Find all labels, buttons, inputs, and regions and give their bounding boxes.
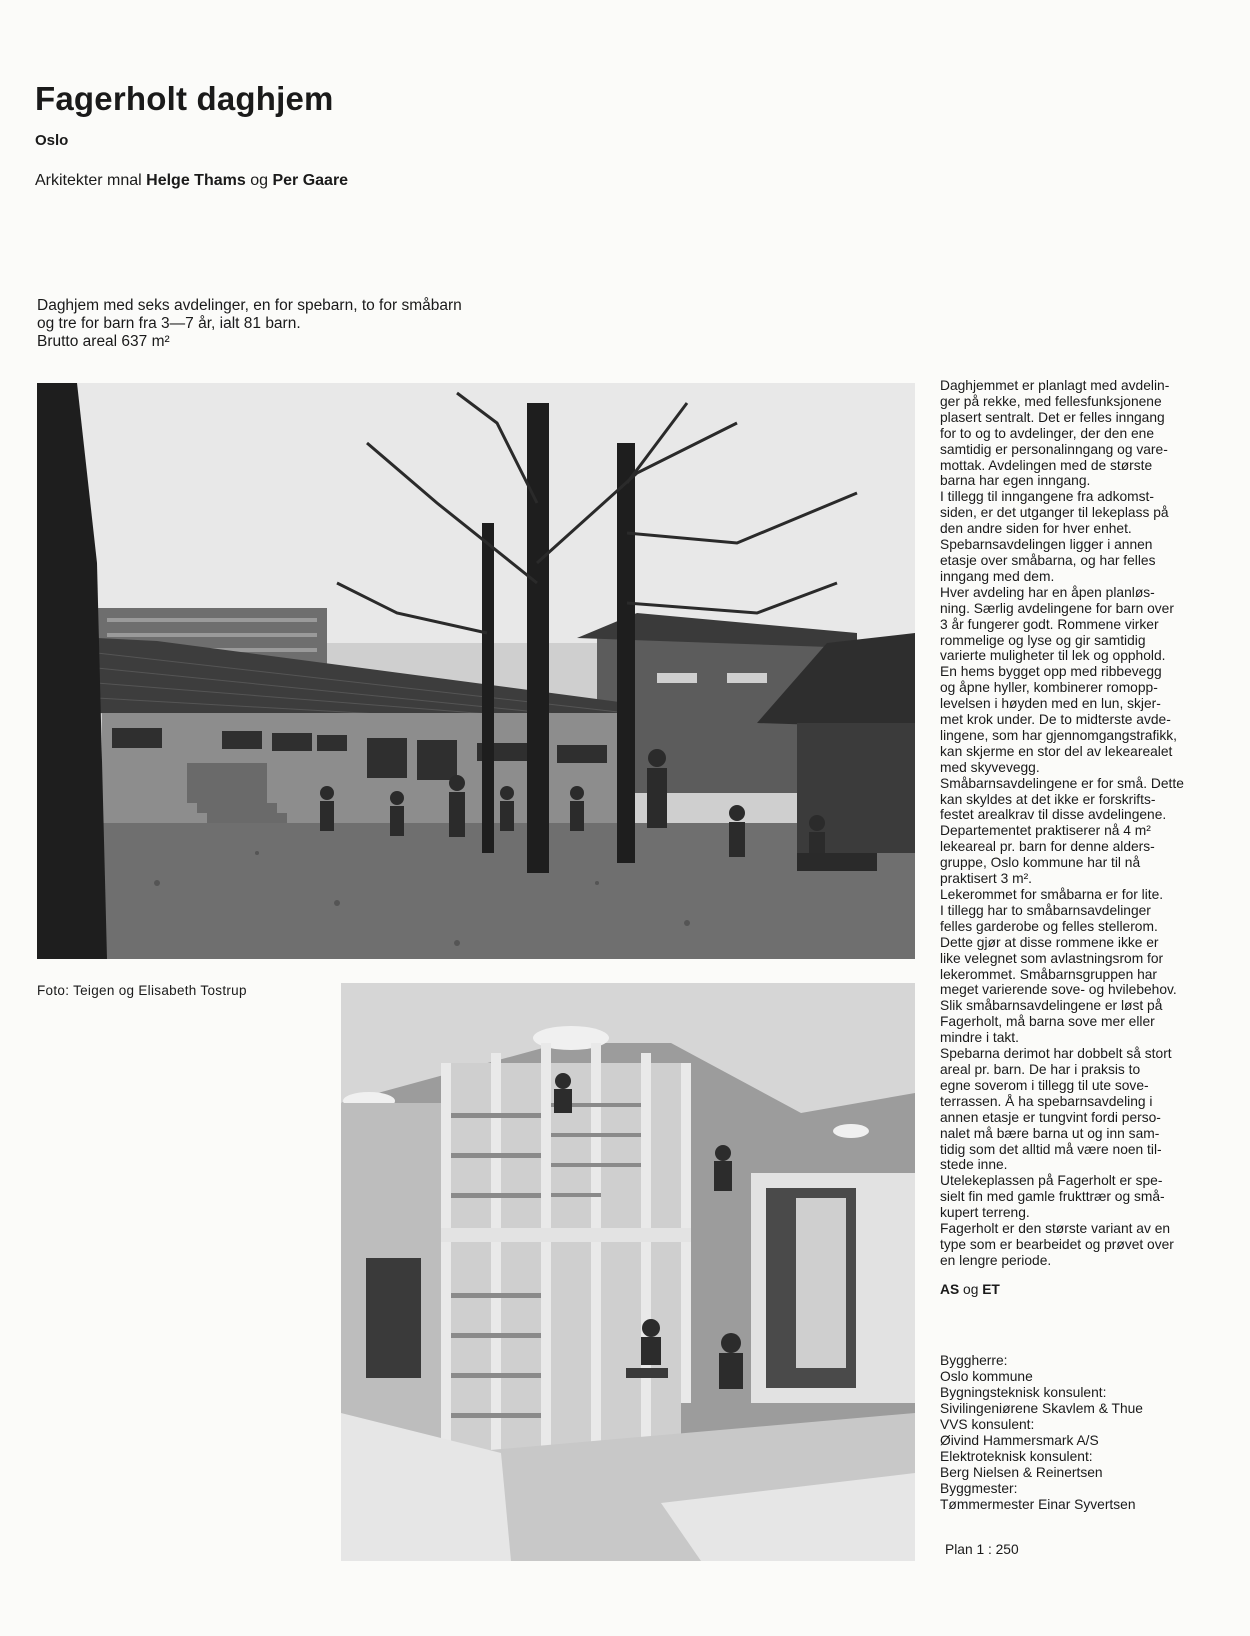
body-line: lekeareal pr. barn for denne alders- xyxy=(940,839,1155,855)
body-line: ning. Særlig avdelingene for barn over xyxy=(940,600,1174,616)
body-line: med skyvevegg. xyxy=(940,759,1040,775)
body-line: siden, er det utganger til lekeplass på xyxy=(940,505,1169,521)
body-line: samtidig er personalinngang og vare- xyxy=(940,441,1168,457)
intro-line: Daghjem med seks avdelinger, en for spebarn, to for småbarn xyxy=(37,297,462,314)
body-line: kupert terreng. xyxy=(940,1205,1030,1221)
body-line: like velegnet som avlastningsrom for xyxy=(940,950,1164,966)
body-line: Spebarna derimot har dobbelt så stort xyxy=(940,1046,1172,1062)
body-line: felles garderobe og felles stellerom. xyxy=(940,918,1158,934)
credit-line: Tømmermester Einar Syvertsen xyxy=(940,1497,1136,1512)
body-line: mottak. Avdelingen med de største xyxy=(940,457,1153,473)
body-line: annen etasje er tungvint fordi perso- xyxy=(940,1109,1161,1125)
credit-line: Bygningsteknisk konsulent: xyxy=(940,1385,1107,1400)
credit-line: Øivind Hammersmark A/S xyxy=(940,1433,1099,1448)
body-line: rommelige og lyse og gir samtidig xyxy=(940,632,1146,648)
body-line: Spebarnsavdelingen ligger i annen xyxy=(940,537,1153,553)
credit-line: Byggherre: xyxy=(940,1353,1008,1368)
body-line: tidig som det alltid må være noen til- xyxy=(940,1141,1162,1157)
credit-line: Byggmester: xyxy=(940,1481,1018,1496)
photo-caption: Foto: Teigen og Elisabeth Tostrup xyxy=(37,983,247,998)
body-line: Utelekeplassen på Fagerholt er spe- xyxy=(940,1173,1163,1189)
architects-join: og xyxy=(250,172,268,189)
body-line: type som er bearbeidet og prøvet over xyxy=(940,1236,1174,1252)
body-line: levelsen i høyden med en lun, skjer- xyxy=(940,696,1161,712)
body-line: mindre i takt. xyxy=(940,1030,1019,1046)
body-line: sielt fin med gamle frukttrær og små- xyxy=(940,1189,1165,1205)
architects-prefix: Arkitekter mnal xyxy=(35,172,142,189)
body-line: en lengre periode. xyxy=(940,1252,1052,1268)
credit-line: Berg Nielsen & Reinertsen xyxy=(940,1465,1103,1480)
body-line: kan skjerme en stor del av lekearealet xyxy=(940,743,1173,759)
body-line: Småbarnsavdelingene er for små. Dette xyxy=(940,775,1184,791)
project-credits xyxy=(940,1353,1143,1513)
body-line: En hems bygget opp med ribbevegg xyxy=(940,664,1162,680)
credit-line: Oslo kommune xyxy=(940,1369,1033,1384)
body-line: for to og to avdelinger, der den ene xyxy=(940,425,1155,441)
interior-photo xyxy=(341,983,915,1561)
plan-scale: Plan 1 : 250 xyxy=(945,1542,1019,1557)
body-text xyxy=(940,378,1184,1269)
body-line: Hver avdeling har en åpen planløs- xyxy=(940,584,1155,600)
city-subtitle: Oslo xyxy=(35,132,69,149)
signature-initials-1: AS xyxy=(940,1282,960,1297)
body-line: festet arealkrav til disse avdelingene. xyxy=(940,807,1167,823)
credit-line: Sivilingeniørene Skavlem & Thue xyxy=(940,1401,1143,1416)
architect-name-1: Helge Thams xyxy=(146,172,246,189)
body-line: Departementet praktiserer nå 4 m² xyxy=(940,823,1151,839)
body-line: praktisert 3 m². xyxy=(940,871,1032,887)
body-line: stede inne. xyxy=(940,1157,1008,1173)
exterior-photo xyxy=(37,383,915,959)
signature-join: og xyxy=(963,1282,979,1297)
credit-line: Elektroteknisk konsulent: xyxy=(940,1449,1093,1464)
body-line: areal pr. barn. De har i praksis to xyxy=(940,1061,1141,1077)
body-line: Daghjemmet er planlagt med avdelin- xyxy=(940,378,1170,393)
body-line: ger på rekke, med fellesfunksjonene xyxy=(940,393,1162,409)
body-line: I tillegg til inngangene fra adkomst- xyxy=(940,489,1154,505)
body-line: Slik småbarnsavdelingene er løst på xyxy=(940,998,1163,1014)
credit-line: VVS konsulent: xyxy=(940,1417,1035,1432)
intro-line: Brutto areal 637 m² xyxy=(37,333,170,350)
intro-text xyxy=(37,297,557,351)
body-line: terrassen. Å ha spebarnsavdeling i xyxy=(940,1093,1153,1109)
body-line: nalet må bære barna ut og inn sam- xyxy=(940,1125,1160,1141)
author-signature xyxy=(940,1282,1000,1297)
body-line: met krok under. De to midterste avde- xyxy=(940,712,1171,728)
body-line: og åpne hyller, kombinerer romopp- xyxy=(940,680,1158,696)
body-line: varierte muligheter til lek og opphold. xyxy=(940,648,1166,664)
body-line: Fagerholt er den største variant av en xyxy=(940,1221,1171,1237)
signature-initials-2: ET xyxy=(982,1282,1000,1297)
body-line: den andre siden for hver enhet. xyxy=(940,521,1132,537)
architect-name-2: Per Gaare xyxy=(272,172,349,189)
body-line: Dette gjør at disse rommene ikke er xyxy=(940,934,1159,950)
architects-line xyxy=(35,172,348,190)
body-line: etasje over småbarna, og har felles xyxy=(940,552,1156,568)
body-line: Lekerommet for småbarna er for lite. xyxy=(940,887,1164,902)
body-line: barna har egen inngang. xyxy=(940,473,1091,489)
body-line: I tillegg har to småbarnsavdelinger xyxy=(940,902,1151,918)
body-line: 3 år fungerer godt. Rommene virker xyxy=(940,616,1159,632)
body-line: meget varierende sove- og hvilebehov. xyxy=(940,982,1177,998)
body-line: inngang med dem. xyxy=(940,568,1055,584)
body-line: Fagerholt, må barna sove mer eller xyxy=(940,1014,1155,1030)
body-line: lekerommet. Småbarnsgruppen har xyxy=(940,966,1158,982)
body-line: kan skyldes at det ikke er forskrifts- xyxy=(940,791,1156,807)
page-title: Fagerholt daghjem xyxy=(35,80,334,117)
body-line: egne soverom i tillegg til ute sove- xyxy=(940,1077,1149,1093)
intro-line: og tre for barn fra 3—7 år, ialt 81 barn. xyxy=(37,315,301,332)
body-line: plasert sentralt. Det er felles inngang xyxy=(940,409,1165,425)
body-line: lingene, som har gjennomgangstrafikk, xyxy=(940,727,1177,743)
body-line: gruppe, Oslo kommune har til nå xyxy=(940,855,1141,871)
